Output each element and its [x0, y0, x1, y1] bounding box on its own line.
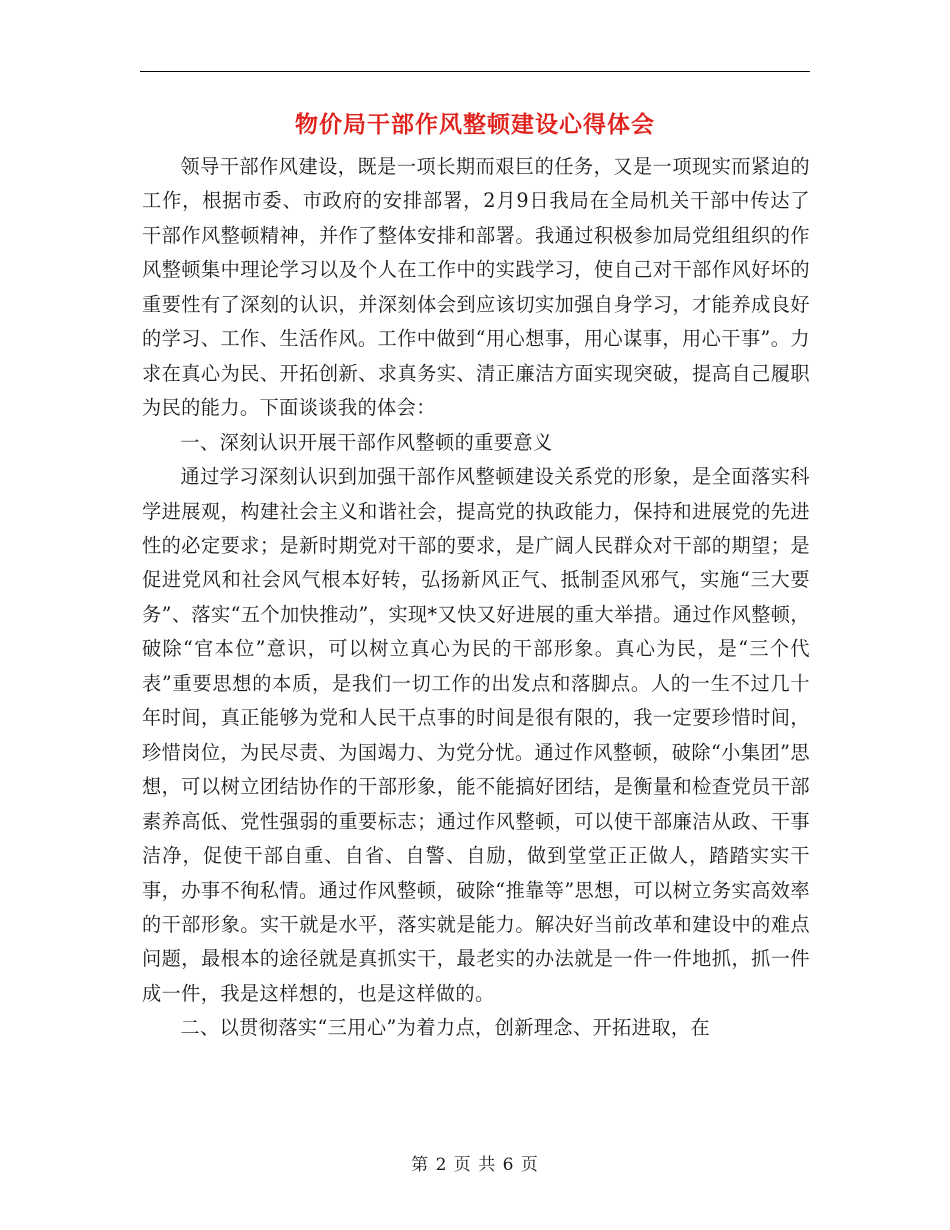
page-number: 第 2 页 共 6 页 [411, 1155, 539, 1175]
header-rule [140, 71, 810, 72]
paragraph-intro: 领导干部作风建设，既是一项长期而艰巨的任务，又是一项现实而紧迫的工作，根据市委、市政府的安排部署，2月9日我局在全局机关干部中传达了干部作风整顿精神，并作了整体安排和部署。我通过积极参加局党组组织的作风整顿集中理论学习以及个人在工作中的实践学习，使自己对干部作风好坏的重要性有了深刻的认识，并深刻体会到应该切实加强自身学习，才能养成良好的学习、工作、生活作风。工作中做到“用心想事，用心谋事，用心干事”。力求在真心为民、开拓创新、求真务实、清正廉洁方面实现突破，提高自己履职为民的能力。下面谈谈我的体会： [142, 155, 810, 420]
section-heading-2: 二、以贯彻落实“三用心”为着力点，创新理念、开拓进取，在 [180, 1016, 711, 1040]
paragraph-section-1: 通过学习深刻认识到加强干部作风整顿建设关系党的形象，是全面落实科学进展观，构建社会主义和谐社会，提高党的执政能力，保持和进展党的先进性的必定要求；是新时期党对干部的要求，是广阔人民群众对干部的期望；是促进党风和社会风气根本好转，弘扬新风正气、抵制歪风邪气，实施“三大要务”、落实“五个加快推动”，实现*又快又好进展的重大举措。通过作风整顿，破除“官本位”意识，可以树立真心为民的干部形象。真心为民，是“三个代表”重要思想的本质，是我们一切工作的出发点和落脚点。人的一生不过几十年时间，真正能够为党和人民干点事的时间是很有限的，我一定要珍惜时间，珍惜岗位，为民尽责、为国竭力、为党分忧。通过作风整顿，破除“小集团”思想，可以树立团结协作的干部形象，能不能搞好团结，是衡量和检查党员干部素养高低、党性强弱的重要标志；通过作风整顿，可以使干部廉洁从政、干事洁净，促使干部自重、自省、自警、自励，做到堂堂正正做人，踏踏实实干事，办事不徇私情。通过作风整顿，破除“推靠等”思想，可以树立务实高效率的干部形象。实干就是水平，落实就是能力。解决好当前改革和建设中的难点问题，最根本的途径就是真抓实干，最老实的办法就是一件一件地抓，抓一件成一件，我是这样想的，也是这样做的。 [142, 465, 810, 1005]
document-title: 物价局干部作风整顿建设心得体会 [295, 111, 655, 138]
document-body [142, 150, 810, 1046]
section-heading-1: 一、深刻认识开展干部作风整顿的重要意义 [180, 430, 553, 454]
